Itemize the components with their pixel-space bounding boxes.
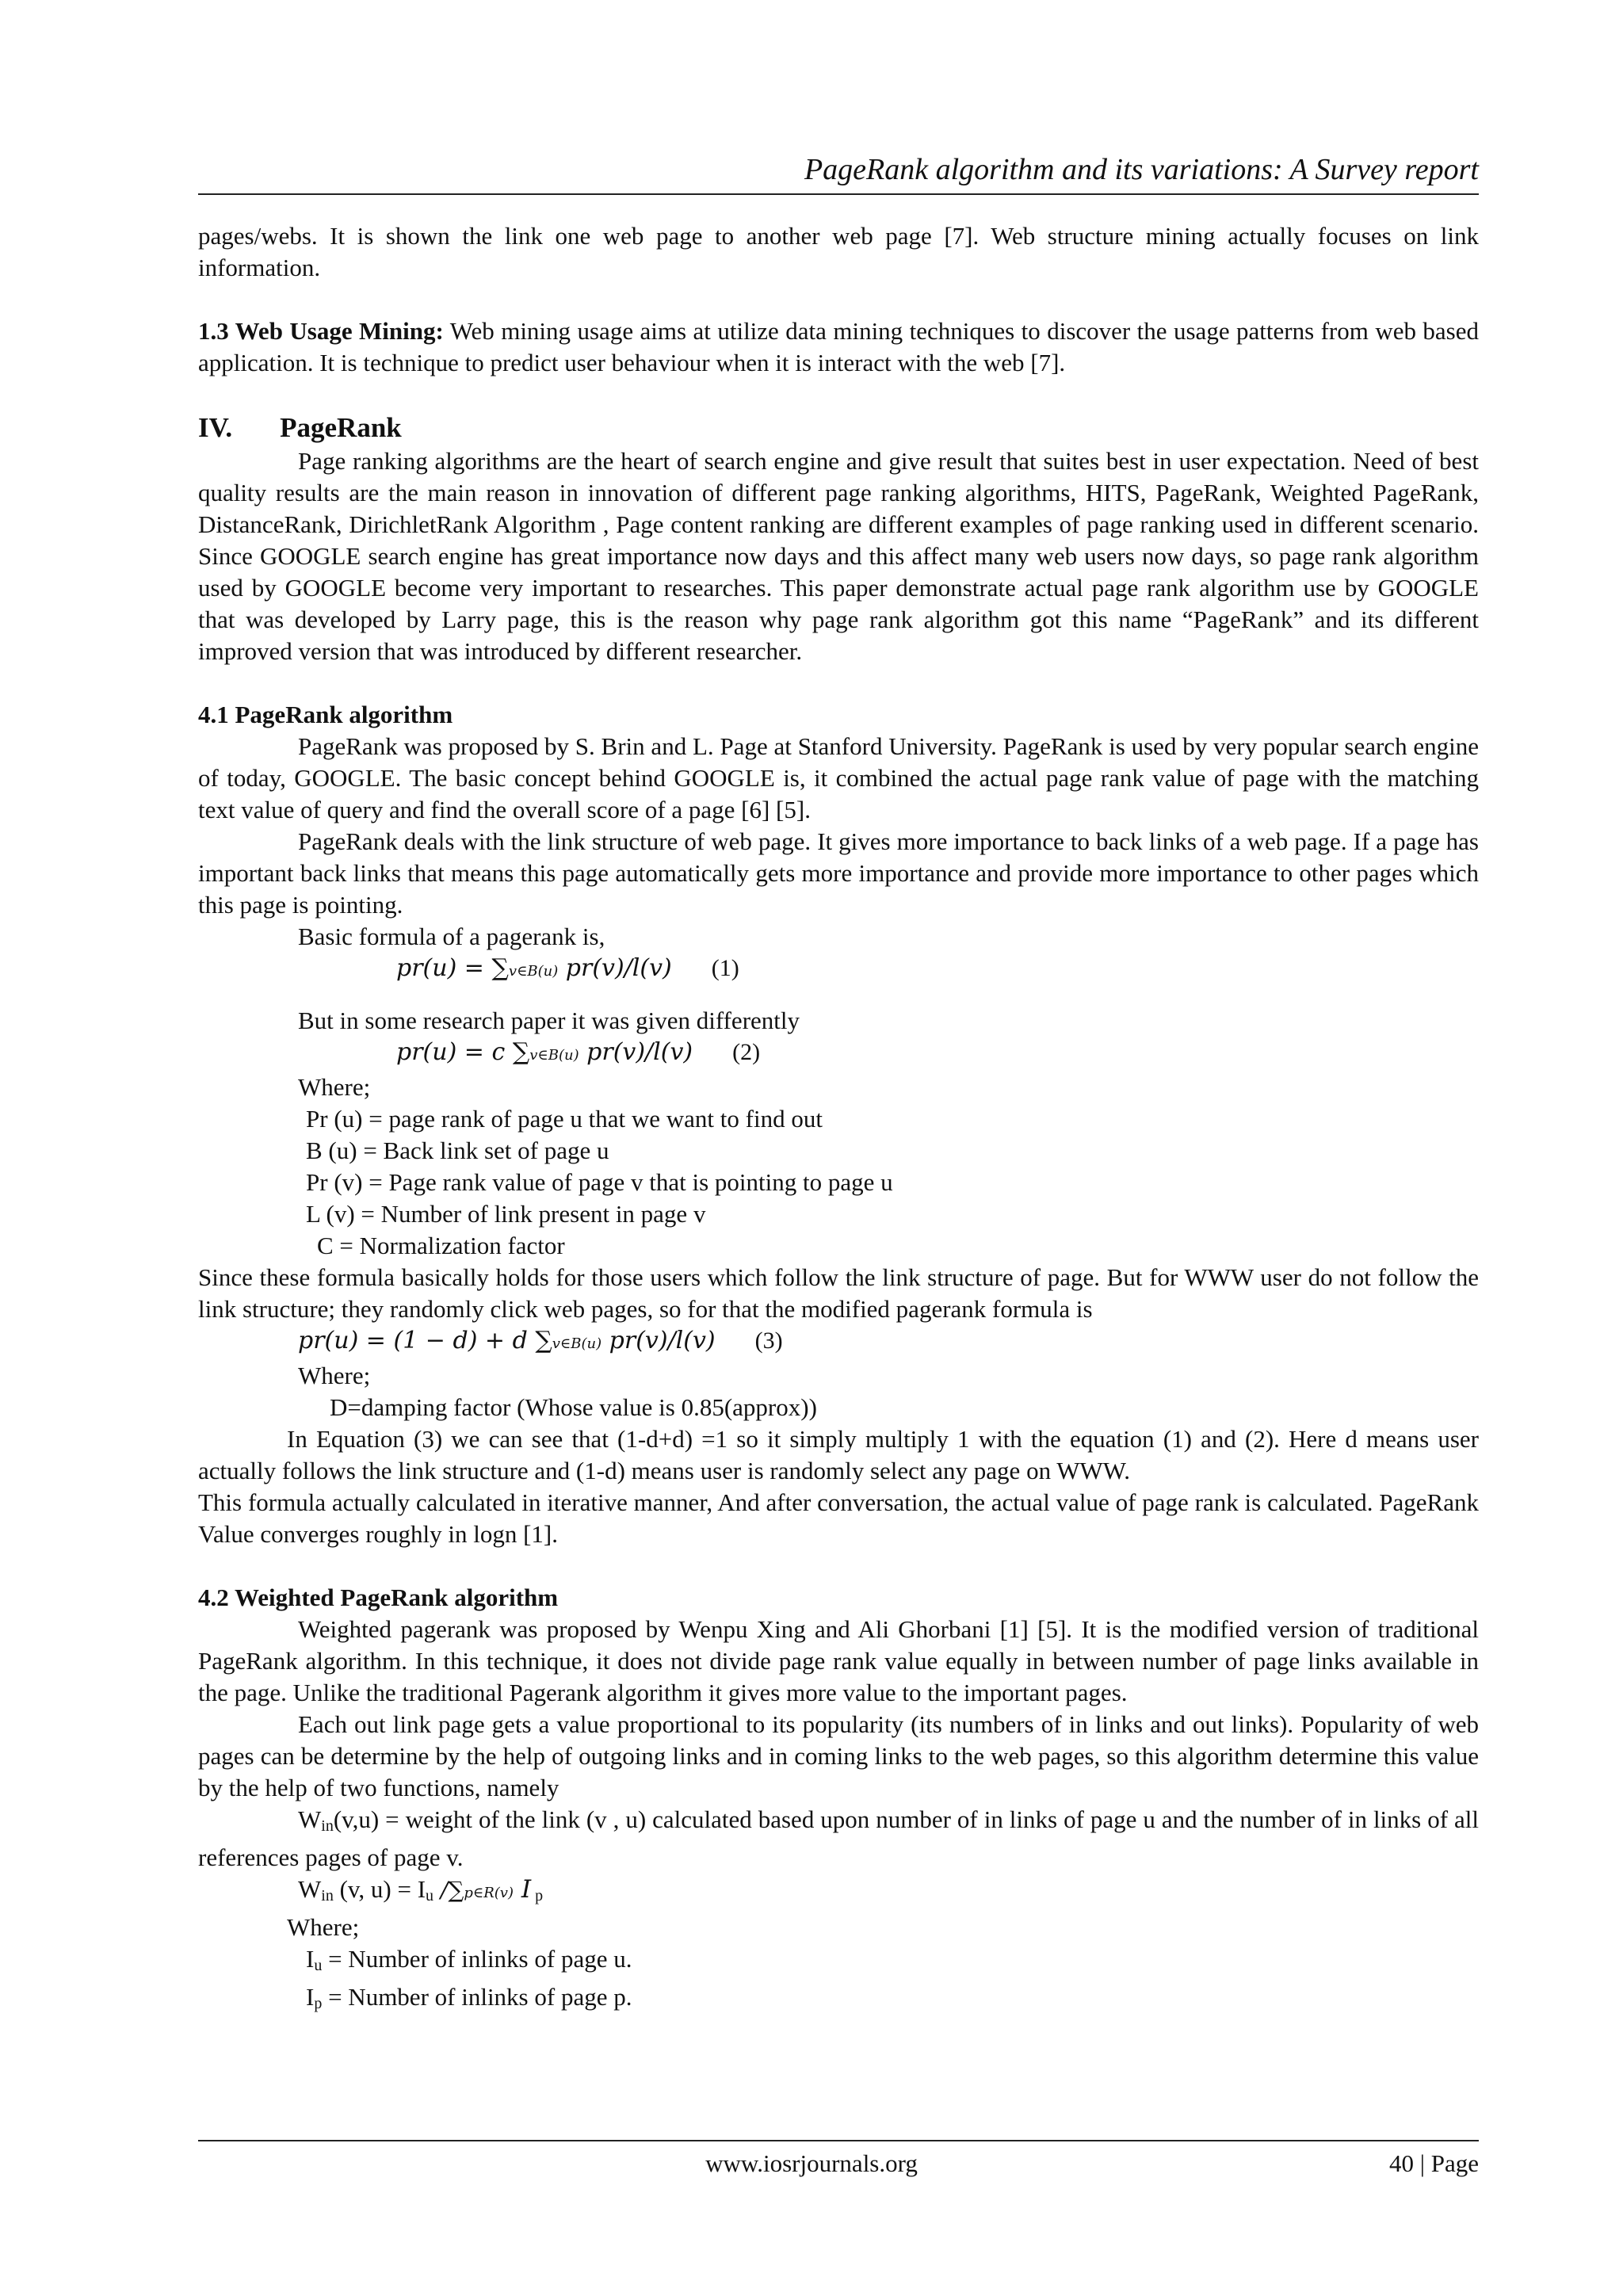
since-paragraph: Since these formula basically holds for those users which follow the link structure of page. But for WWW user do not follow the link structure; they randomly click web pages, so for that the modified pagerank formula is — [198, 1263, 1479, 1323]
pagerank-intro-paragraph: Page ranking algorithms are the heart of search engine and give result that suites best in user expectation. Need of best quality results are the main reason in innovation of different page ranking algorithms, HITS, PageRank, Weighted PageRank, DistanceRank, DirichletRank Algorithm , Page content ranking are different examples of page ranking used in different scenario. Since GOOGLE search engine has great importance now days and this affect many web users now days, so page rank algorithm used by GOOGLE become very important to researches. This paper demonstrate actual page rank algorithm use by GOOGLE that was developed by Larry page, this is the reason why page rank algorithm got this name “PageRank” and its different improved version that was introduced by different researcher. — [198, 447, 1479, 665]
subsection-4-1-paragraph-2: PageRank deals with the link structure of web page. It gives more importance to back links of a web page. If a page has important back links that means this page automatically gets more importance and provide more importance to other pages which this page is pointing. — [198, 827, 1479, 919]
web-structure-paragraph-end: pages/webs. It is shown the link one web page to another web page [7]. Web structure mining actually focuses on link information. — [198, 222, 1479, 281]
web-usage-paragraph — [198, 315, 1479, 379]
win-formula: $W_{in}$ (v, $u) = I_u$ /∑p∈R(v) I $_p$ — [298, 1875, 544, 1904]
definition-iu: $I_u$ = Number of inlinks of page u. — [306, 1945, 632, 1974]
where-label-2: Where; — [298, 1362, 371, 1389]
equation-2: pr(u) = c ∑v∈B(u) pr(v)/l(v) (2) — [396, 1038, 761, 1066]
where-label-1: Where; — [298, 1073, 371, 1101]
equation-2-number: (2) — [732, 1039, 761, 1065]
definition-pr-v: Pr (v) = Page rank value of page v that is pointing to page u — [306, 1168, 893, 1196]
footer-page-number: 40 | Page — [1389, 2149, 1479, 2177]
definition-d: D=damping factor (Whose value is 0.85(approx)) — [330, 1393, 817, 1421]
running-header: PageRank algorithm and its variations: A Survey report — [804, 153, 1479, 186]
section-heading — [198, 411, 1479, 445]
equation-1-number: (1) — [711, 955, 739, 981]
basic-formula-label: Basic formula of a pagerank is, — [298, 923, 605, 950]
subsection-4-2-title: 4.2 Weighted PageRank algorithm — [198, 1584, 559, 1611]
where-label-3: Where; — [287, 1913, 360, 1941]
subsection-4-1-title: 4.1 PageRank algorithm — [198, 701, 453, 728]
definition-l-v: L (v) = Number of link present in page v — [306, 1200, 706, 1228]
header-rule — [198, 193, 1479, 195]
equation-1: pr(u) = ∑v∈B(u) pr(v)/l(v) (1) — [396, 954, 739, 982]
equation-3-number: (3) — [754, 1328, 783, 1354]
definition-ip: $I_p$ = Number of inlinks of page p. — [306, 1983, 632, 2012]
subsection-4-2-paragraph-1: Weighted pagerank was proposed by Wenpu Xing and Ali Ghorbani [1] [5]. It is the modified version of traditional PageRank algorithm. In this technique, it does not divide page rank value equally in between number of page links available in the page. Unlike the traditional Pagerank algorithm it gives more value to the important pages. — [198, 1615, 1479, 1706]
definition-c: C = Normalization factor — [317, 1232, 565, 1259]
definition-b-u: B (u) = Back link set of page u — [306, 1137, 609, 1164]
equation-3: pr(u) = (1 − d) + d ∑v∈B(u) pr(v)/l(v) (3) — [298, 1327, 783, 1354]
subsection-4-1-paragraph-1: PageRank was proposed by S. Brin and L. Page at Stanford University. PageRank is used by very popular search engine of today, GOOGLE. The basic concept behind GOOGLE is, it combined the actual page rank value of page with the matching text value of query and find the overall score of a page [6] [5]. — [198, 732, 1479, 823]
footer-rule — [198, 2140, 1479, 2141]
web-usage-heading: 1.3 Web Usage Mining: — [198, 317, 444, 345]
win-definition: $W_{in}(v,u)$ = weight of the link (v , u) calculated based upon number of in links of page u and the number of in links of all references pages of page v. — [198, 1805, 1479, 1871]
page-content — [198, 220, 1479, 2019]
definition-pr-u: Pr (u) = page rank of page u that we want to find out — [306, 1105, 823, 1133]
section-title: PageRank — [280, 412, 402, 443]
subsection-4-2-paragraph-2: Each out link page gets a value proportional to its popularity (its numbers of in links and out links). Popularity of web pages can be determine by the help of outgoing links and in coming links to the web pages, so this algorithm determine this value by the help of two functions, namely — [198, 1710, 1479, 1801]
footer-website: www.iosrjournals.org — [705, 2149, 918, 2177]
different-formula-label: But in some research paper it was given differently — [298, 1007, 800, 1034]
section-number: IV. — [198, 412, 233, 443]
iterative-paragraph: This formula actually calculated in iterative manner, And after conversation, the actual value of page rank is calculated. PageRank Value converges roughly in logn [1]. — [198, 1488, 1479, 1548]
equation-3-paragraph: In Equation (3) we can see that (1-d+d) =1 so it simply multiply 1 with the equation (1) and (2). Here d means user actually follows the link structure and (1-d) means user is randomly select any page on WWW. — [198, 1425, 1479, 1484]
web-usage-text: Web mining usage aims at utilize data mining techniques to discover the usage patterns from web based application. It is technique to predict user behaviour when it is interact with the web [7]. — [198, 317, 1479, 376]
